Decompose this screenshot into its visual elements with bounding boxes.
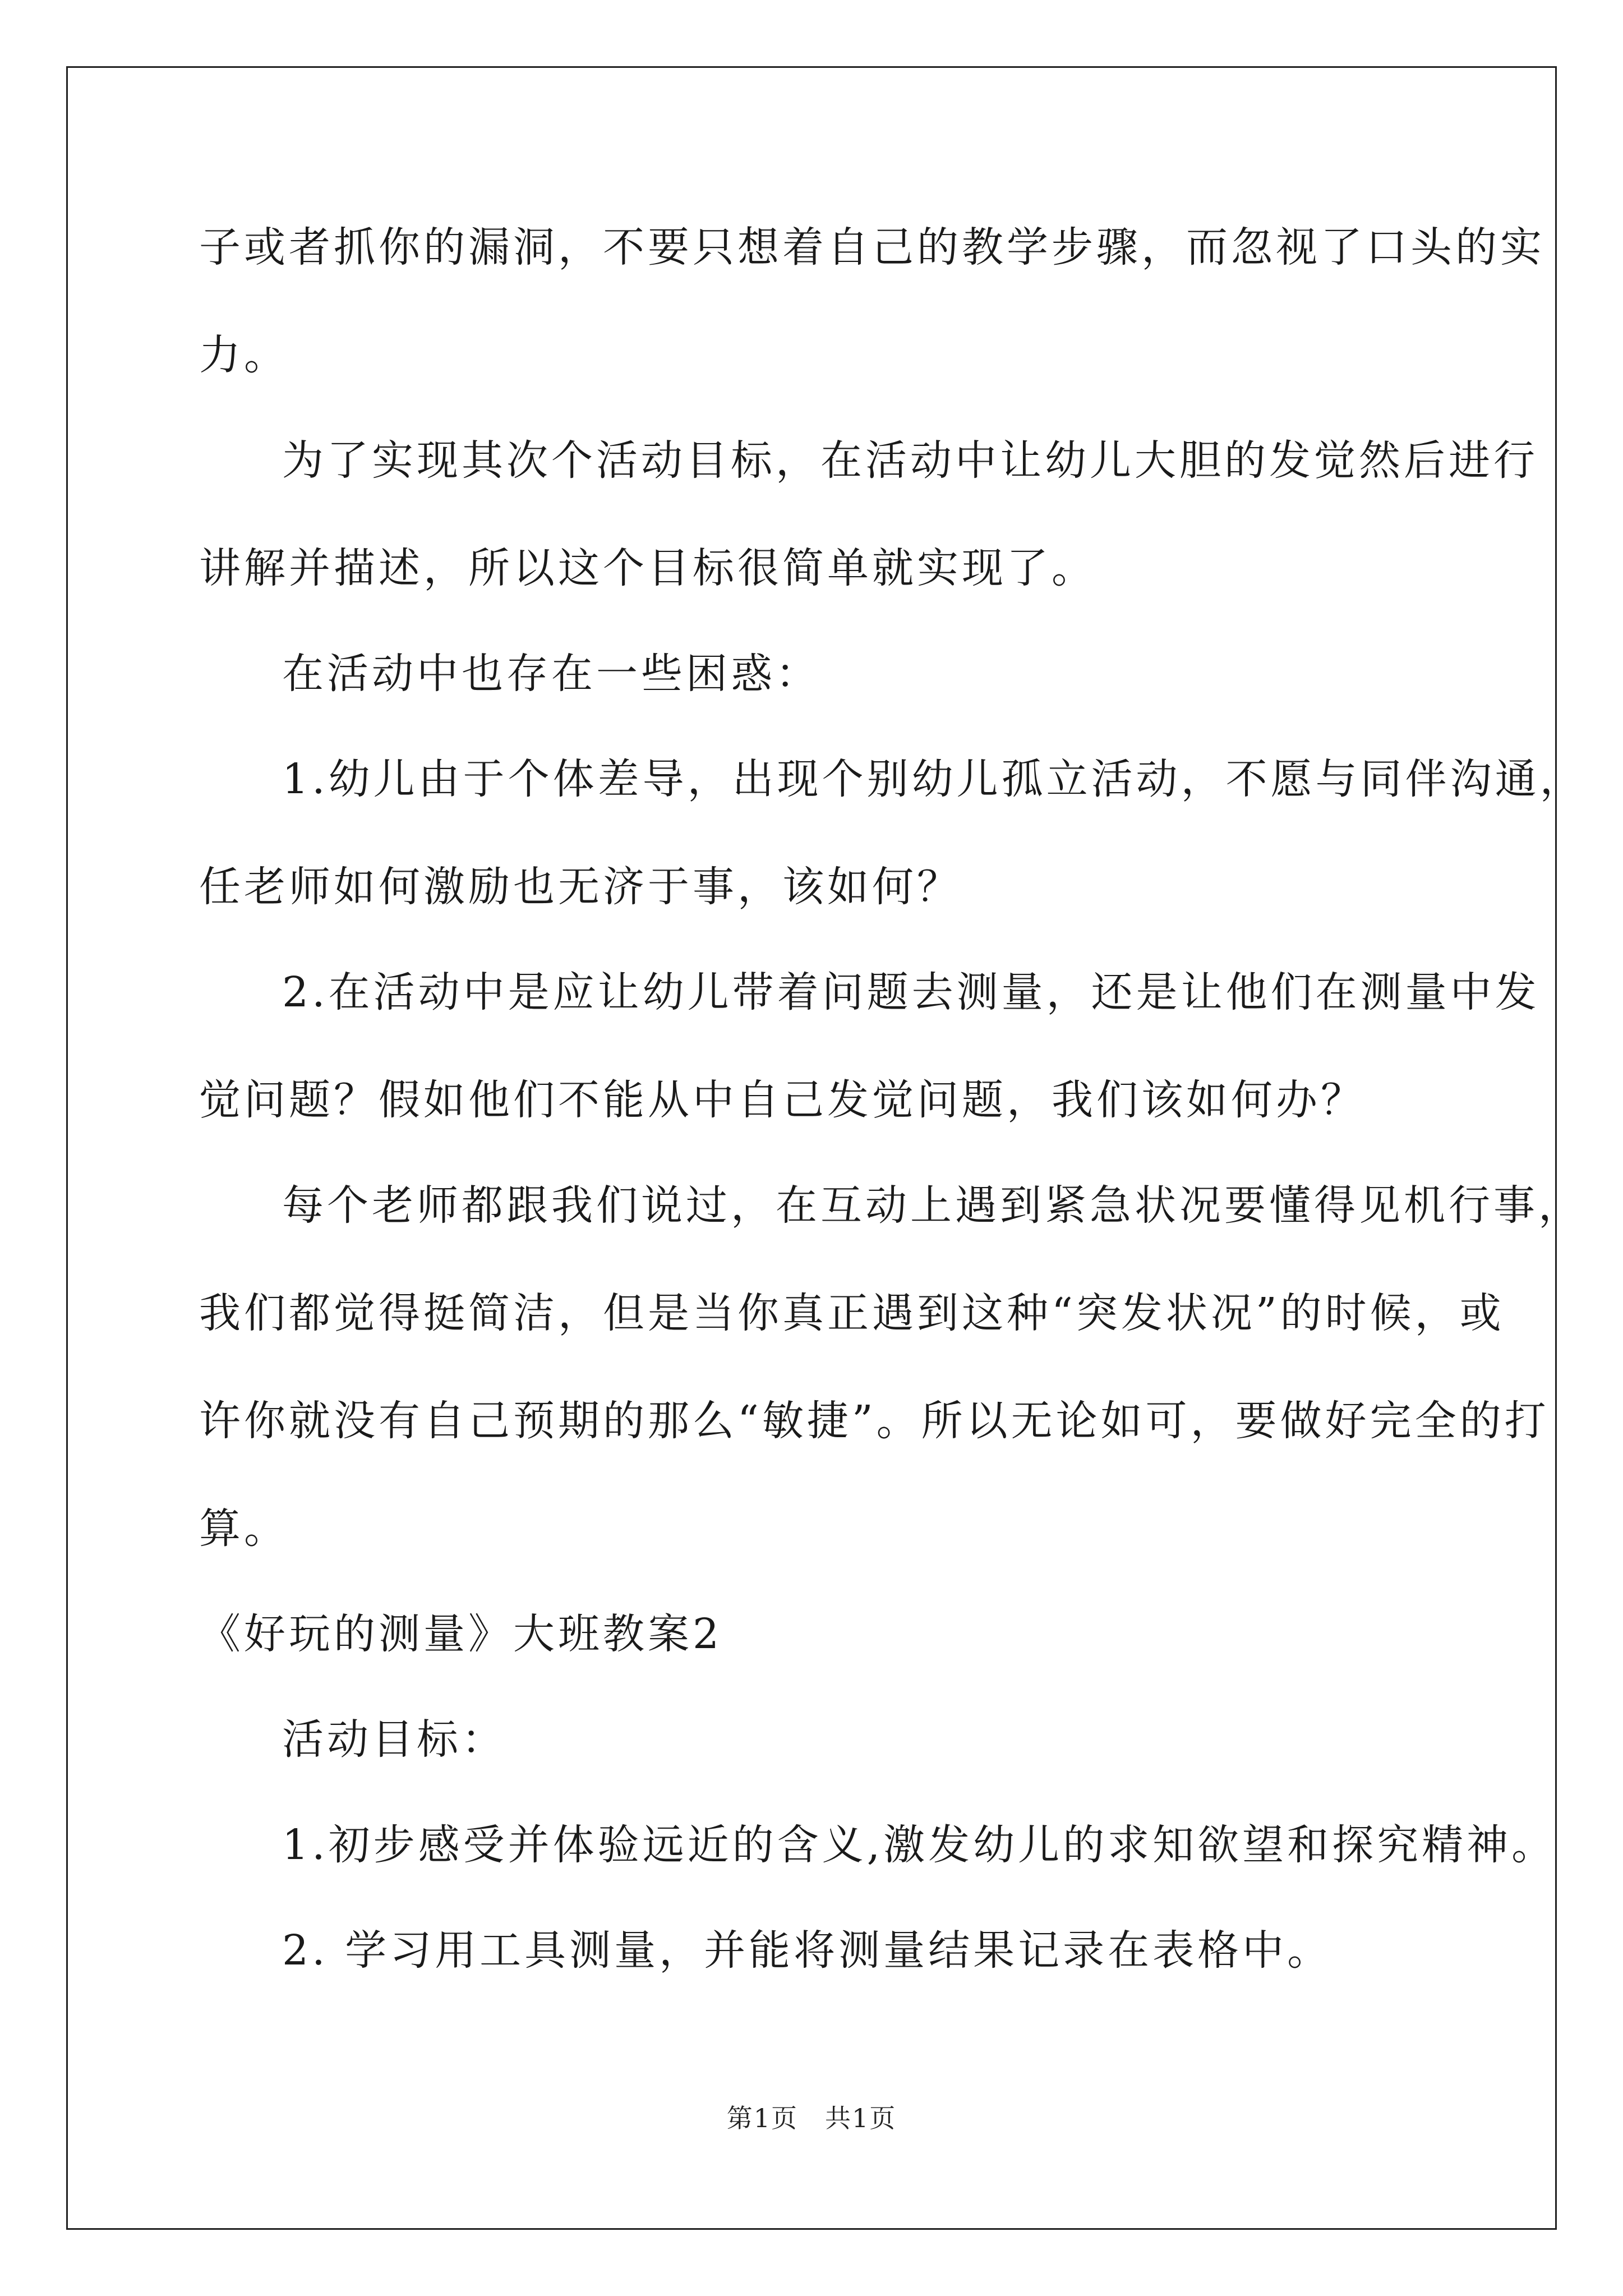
text-line: 活动目标： [282, 1715, 506, 1764]
paragraph [199, 1714, 1455, 1765]
text-line: 1.幼儿由于个体差导，出现个别幼儿孤立活动，不愿与同伴沟通， [282, 755, 1585, 803]
paragraph [199, 1819, 1557, 1871]
text-line: 力。 [199, 331, 289, 379]
heading-text: 《好玩的测量》大班教案2 [199, 1610, 723, 1658]
text-line: 任老师如何激励也无济于事，该如何？ [199, 863, 962, 911]
text-line: 觉问题？假如他们不能从中自己发觉问题，我们该如何办？ [199, 1076, 1366, 1124]
text-line: 在活动中也存在一些困惑： [282, 650, 820, 698]
text-line: 许你就没有自己预期的那么“敏捷”。所以无论如可，要做好完全的打 [199, 1397, 1550, 1445]
text-line: 子或者抓你的漏洞，不要只想着自己的教学步骤，而忽视了口头的实 [199, 223, 1545, 272]
text-line: 算。 [199, 1504, 289, 1553]
paragraph [199, 1925, 1455, 1976]
text-line: 2. 学习用工具测量，并能将测量结果记录在表格中。 [282, 1926, 1332, 1975]
paragraph [199, 967, 1540, 1126]
text-line: 2.在活动中是应让幼儿带着问题去测量，还是让他们在测量中发 [282, 968, 1540, 1016]
document-body [199, 222, 1585, 2030]
page-footer: 第1页 共1页 [726, 2103, 897, 2133]
paragraph [199, 753, 1585, 913]
text-line: 1.初步感受并体验远近的含义,激发幼儿的求知欲望和探究精神。 [282, 1821, 1557, 1869]
paragraph [199, 1180, 1583, 1554]
text-line: 每个老师都跟我们说过，在互动上遇到紧急状况要懂得见机行事， [282, 1181, 1583, 1230]
paragraph [199, 222, 1545, 381]
section-heading [199, 1608, 1455, 1660]
text-line: 为了实现其次个活动目标，在活动中让幼儿大胆的发觉然后进行 [282, 436, 1538, 485]
text-line: 我们都觉得挺简洁，但是当你真正遇到这种“突发状况”的时候，或 [199, 1289, 1505, 1337]
paragraph [199, 648, 1455, 700]
paragraph [199, 435, 1538, 594]
text-line: 讲解并描述，所以这个目标很简单就实现了。 [199, 544, 1096, 592]
